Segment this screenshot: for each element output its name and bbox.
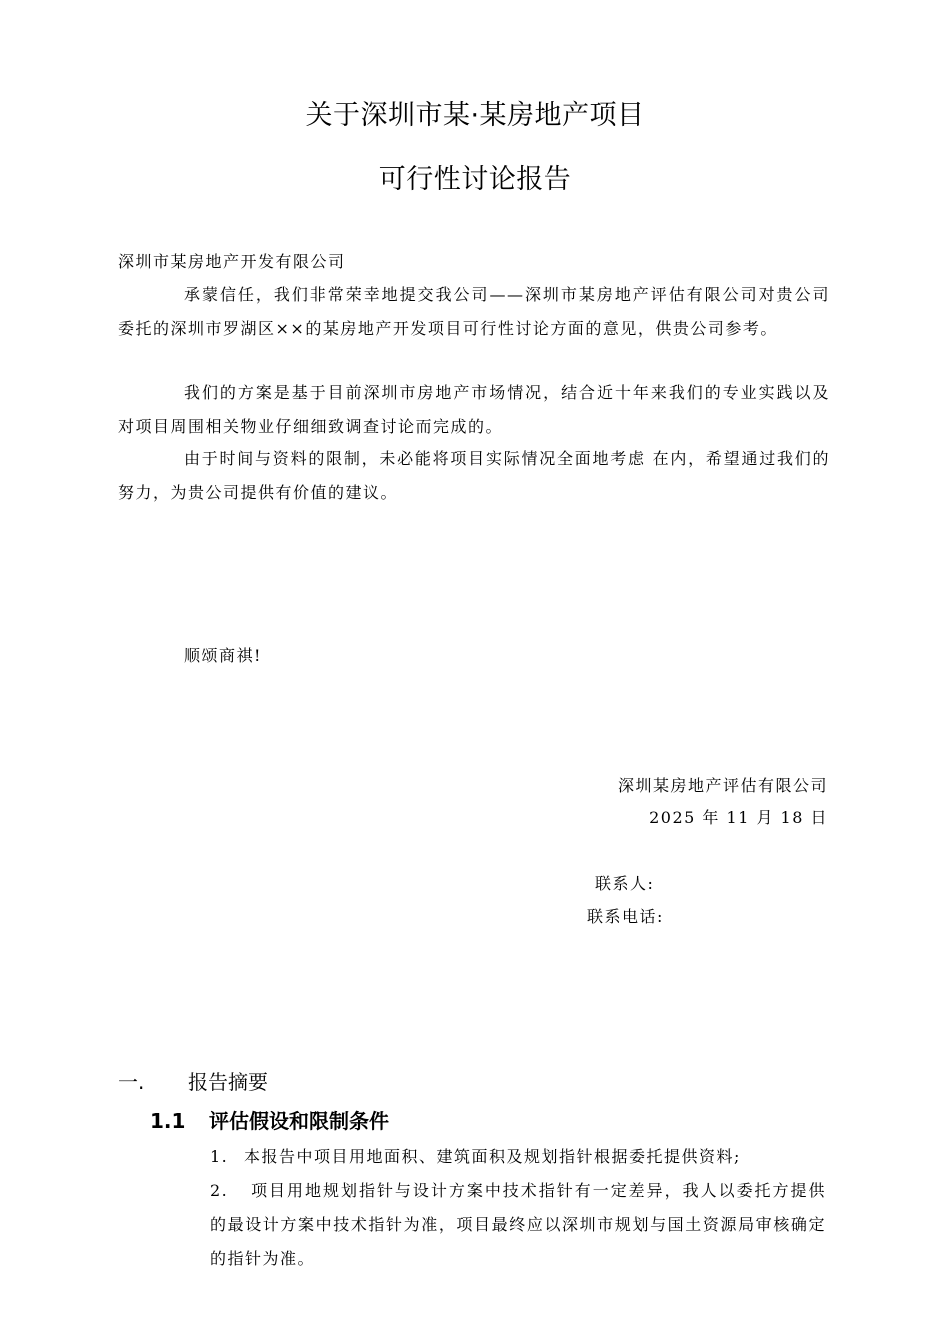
report-title-line-2: 可行性讨论报告 (378, 164, 572, 195)
list-item (210, 1174, 826, 1276)
letter-paragraph-1: 承蒙信任，我们非常荣幸地提交我公司——深圳市某房地产评估有限公司对贵公司委托的深圳市罗湖区××的某房地产开发项目可行性讨论方面的意见，供贵公司参考。 (118, 285, 830, 338)
letter-date: 2025 年 11 月 18 日 (649, 808, 828, 827)
subsection-1-1-title: 评估假设和限制条件 (209, 1109, 389, 1133)
list-item-text: 本报告中项目用地面积、建筑面积及规划指针根据委托提供资料; (244, 1147, 741, 1166)
letter-recipient: 深圳市某房地产开发有限公司 (118, 252, 346, 271)
letter-paragraph-3: 由于时间与资料的限制，未必能将项目实际情况全面地考虑 在内，希望通过我们的努力，为贵公司提供有价值的建议。 (118, 449, 830, 502)
report-title-line-1: 关于深圳市某·某房地产项目 (305, 100, 645, 131)
list-item-text: 项目用地规划指针与设计方案中技术指针有一定差异，我人以委托方提供的最设计方案中技术指针为准，项目最终应以深圳市规划与国土资源局审核确定的指针为准。 (210, 1181, 826, 1268)
subsection-1-1-number: 1.1 (150, 1109, 186, 1133)
section-1-number: 一. (118, 1070, 145, 1094)
list-item-number: 2. (210, 1181, 229, 1200)
list-item (210, 1140, 826, 1174)
list-item-number: 1. (210, 1147, 229, 1166)
letter-closing: 顺颂商祺! (184, 646, 262, 665)
section-1-title: 报告摘要 (188, 1070, 268, 1094)
letter-sender: 深圳某房地产评估有限公司 (617, 776, 828, 795)
contact-phone-label: 联系电话: (587, 907, 664, 926)
letter-paragraph-2: 我们的方案是基于目前深圳市房地产市场情况，结合近十年来我们的专业实践以及对项目周围相关物业仔细细致调查讨论而完成的。 (118, 383, 830, 436)
contact-person-label: 联系人: (595, 874, 655, 893)
